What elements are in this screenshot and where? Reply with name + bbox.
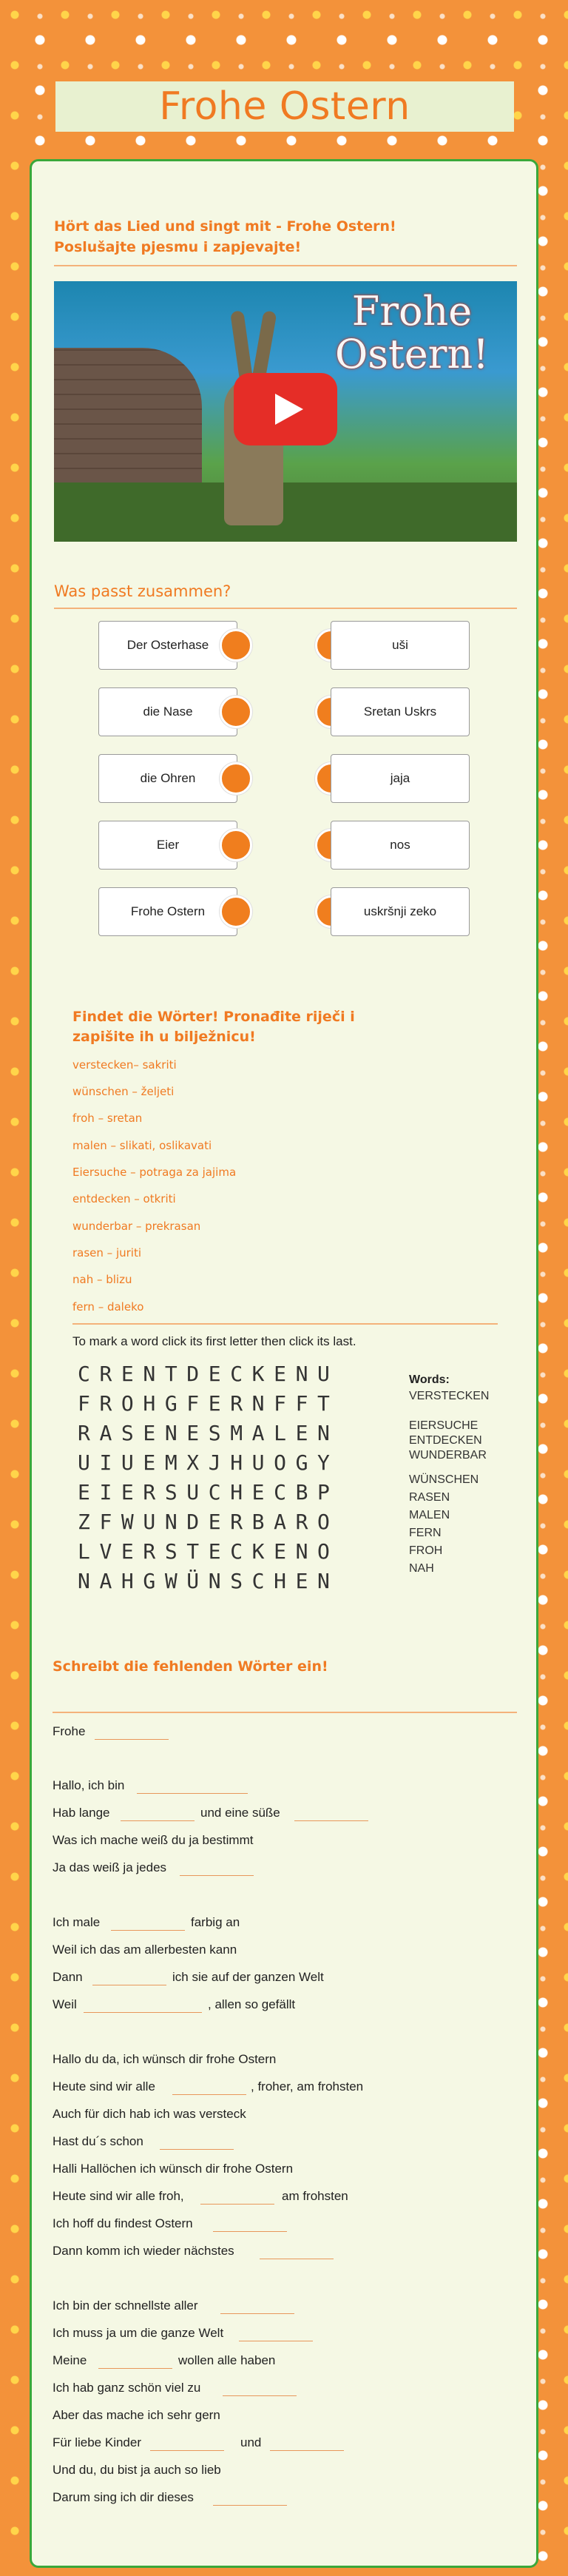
blank-input[interactable] [270, 2450, 344, 2451]
match-left-item[interactable]: Frohe Ostern [98, 887, 237, 936]
match-right-item[interactable]: Sretan Uskrs [331, 687, 470, 736]
lyric-line: Ich hab ganz schön viel zu [53, 2381, 201, 2395]
match-left-dot[interactable] [220, 829, 252, 861]
blank-input[interactable] [213, 2231, 287, 2232]
song-heading-hr: Poslušajte pjesmu i zapjevajte! [54, 239, 302, 255]
song-heading-de: Hört das Lied und singt mit - Frohe Ostern! [54, 218, 396, 235]
blank-input[interactable] [172, 2094, 246, 2095]
vocab-item: entdecken – otkriti [72, 1192, 176, 1205]
blank-input[interactable] [111, 1930, 185, 1931]
words-list-item: MALEN [409, 1509, 450, 1521]
blank-input[interactable] [160, 2149, 234, 2150]
wordsearch-grid-row[interactable]: CRENTDECKENU [78, 1362, 339, 1386]
fill-heading: Schreibt die fehlenden Wörter ein! [53, 1658, 328, 1675]
vocab-item: wünschen – željeti [72, 1085, 175, 1098]
lyric-line: Auch für dich hab ich was versteck [53, 2107, 246, 2121]
wordsearch-grid-row[interactable]: ZFWUNDERBARO [78, 1510, 339, 1534]
blank-input[interactable] [180, 1875, 254, 1876]
words-list-item: FERN [409, 1527, 442, 1539]
title-banner [55, 81, 514, 132]
blank-input[interactable] [95, 1739, 169, 1740]
lyric-line: Ja das weiß ja jedes [53, 1860, 167, 1874]
blank-input[interactable] [200, 2204, 274, 2205]
match-left-dot[interactable] [220, 895, 252, 928]
words-list-item: ENTDECKEN [409, 1434, 482, 1447]
words-list-title: Words: [409, 1373, 450, 1386]
lyric-line: , allen so gefällt [208, 1997, 296, 2011]
wordsearch-heading-line1: Findet die Wörter! Pronađite riječi i [72, 1009, 355, 1025]
content-card [30, 159, 538, 2568]
lyric-line: und [240, 2435, 262, 2449]
lyric-line: Hab lange [53, 1806, 110, 1820]
blank-input[interactable] [150, 2450, 224, 2451]
lyric-line: Was ich mache weiß du ja bestimmt [53, 1833, 254, 1847]
lyric-line: Hast du´s schon [53, 2134, 143, 2148]
lyric-line: wollen alle haben [178, 2353, 276, 2367]
words-list-item: VERSTECKEN [409, 1390, 490, 1402]
words-list-item: WUNDERBAR [409, 1449, 487, 1462]
lyric-line: , froher, am frohsten [251, 2079, 364, 2094]
wordsearch-instruction: To mark a word click its first letter then click its last. [72, 1334, 356, 1348]
video-caption-line1: Frohe [351, 288, 473, 334]
blank-input[interactable] [84, 2012, 202, 2013]
vocab-item: froh – sretan [72, 1112, 143, 1125]
words-list-item: WÜNSCHEN [409, 1473, 479, 1486]
lyric-line: Halli Hallöchen ich wünsch dir frohe Ostern [53, 2162, 294, 2176]
lyric-line: Darum sing ich dir dieses [53, 2490, 194, 2504]
divider [72, 1323, 498, 1325]
match-right-item[interactable]: jaja [331, 754, 470, 803]
lyric-line: Heute sind wir alle [53, 2079, 155, 2094]
match-heading: Was passt zusammen? [54, 582, 231, 600]
wordsearch-grid-row[interactable]: LVERSTECKENO [78, 1539, 339, 1564]
match-right-item[interactable]: uši [331, 621, 470, 670]
lyric-line: Meine [53, 2353, 87, 2367]
vocab-item: verstecken– sakriti [72, 1058, 177, 1072]
match-left-item[interactable]: Eier [98, 821, 237, 870]
lyric-line: Weil [53, 1997, 77, 2011]
words-list-item: FROH [409, 1544, 443, 1557]
lyric-line: Und du, du bist ja auch so lieb [53, 2463, 221, 2477]
divider [53, 1712, 517, 1713]
lyric-line: Hallo du da, ich wünsch dir frohe Ostern [53, 2052, 277, 2066]
lyric-line: Ich bin der schnellste aller [53, 2298, 198, 2313]
vocab-item: wunderbar – prekrasan [72, 1220, 201, 1233]
blank-input[interactable] [121, 1820, 195, 1821]
words-list-item: RASEN [409, 1491, 450, 1504]
lyric-line: Dann komm ich wieder nächstes [53, 2244, 234, 2258]
lyric-line: Weil ich das am allerbesten kann [53, 1943, 237, 1957]
match-right-item[interactable]: nos [331, 821, 470, 870]
blank-input[interactable] [213, 2505, 287, 2506]
wordsearch-grid-row[interactable]: RASENESMALEN [78, 1421, 339, 1445]
blank-input[interactable] [220, 2313, 294, 2314]
match-left-dot[interactable] [220, 762, 252, 795]
lyric-line: und eine süße [200, 1806, 280, 1820]
vocab-item: rasen – juriti [72, 1246, 142, 1260]
vocab-item: fern – daleko [72, 1300, 144, 1314]
lyric-line: Für liebe Kinder [53, 2435, 142, 2449]
blank-input[interactable] [294, 1820, 368, 1821]
lyric-line: Heute sind wir alle froh, [53, 2189, 184, 2203]
video-player[interactable] [54, 281, 517, 542]
blank-input[interactable] [98, 2368, 172, 2369]
video-caption [316, 290, 508, 376]
lyric-line: ich sie auf der ganzen Welt [172, 1970, 324, 1984]
youtube-play-icon[interactable] [234, 373, 337, 445]
lyric-line: Aber das mache ich sehr gern [53, 2408, 220, 2422]
lyric-line: Ich male [53, 1915, 101, 1929]
lyric-line: farbig an [191, 1915, 240, 1929]
page-title: Frohe Ostern [159, 84, 410, 129]
blank-input[interactable] [137, 1793, 248, 1794]
blank-input[interactable] [223, 2395, 297, 2396]
match-left-item[interactable]: Der Osterhase [98, 621, 237, 670]
match-left-dot[interactable] [220, 629, 252, 662]
words-list-item: NAH [409, 1562, 434, 1575]
divider [54, 265, 517, 266]
divider [54, 608, 517, 609]
wordsearch-grid-row[interactable]: NAHGWÜNSCHEN [78, 1569, 339, 1593]
lyric-line: Ich hoff du findest Ostern [53, 2216, 193, 2230]
video-caption-line2: Ostern! [335, 331, 489, 377]
match-left-item[interactable]: die Nase [98, 687, 237, 736]
words-list-item: EIERSUCHE [409, 1419, 479, 1432]
lyric-line: am frohsten [282, 2189, 348, 2203]
lyric-line: Dann [53, 1970, 83, 1984]
wordsearch-grid-row[interactable]: FROHGFERNFFT [78, 1391, 339, 1416]
lyric-line: Hallo, ich bin [53, 1778, 125, 1792]
video-ground [54, 482, 517, 542]
lyric-line: Ich muss ja um die ganze Welt [53, 2326, 224, 2340]
match-right-item[interactable]: uskršnji zeko [331, 887, 470, 936]
vocab-item: nah – blizu [72, 1273, 132, 1286]
vocab-item: malen – slikati, oslikavati [72, 1139, 212, 1152]
wordsearch-grid-row[interactable]: UIUEMXJHUOGY [78, 1450, 339, 1475]
match-left-dot[interactable] [220, 696, 252, 728]
vocab-item: Eiersuche – potraga za jajima [72, 1166, 237, 1179]
lyric-line: Frohe [53, 1724, 86, 1738]
wordsearch-grid-row[interactable]: EIERSUCHECBP [78, 1480, 339, 1504]
wordsearch-heading-line2: zapišite ih u bilježnicu! [72, 1029, 256, 1045]
match-left-item[interactable]: die Ohren [98, 754, 237, 803]
